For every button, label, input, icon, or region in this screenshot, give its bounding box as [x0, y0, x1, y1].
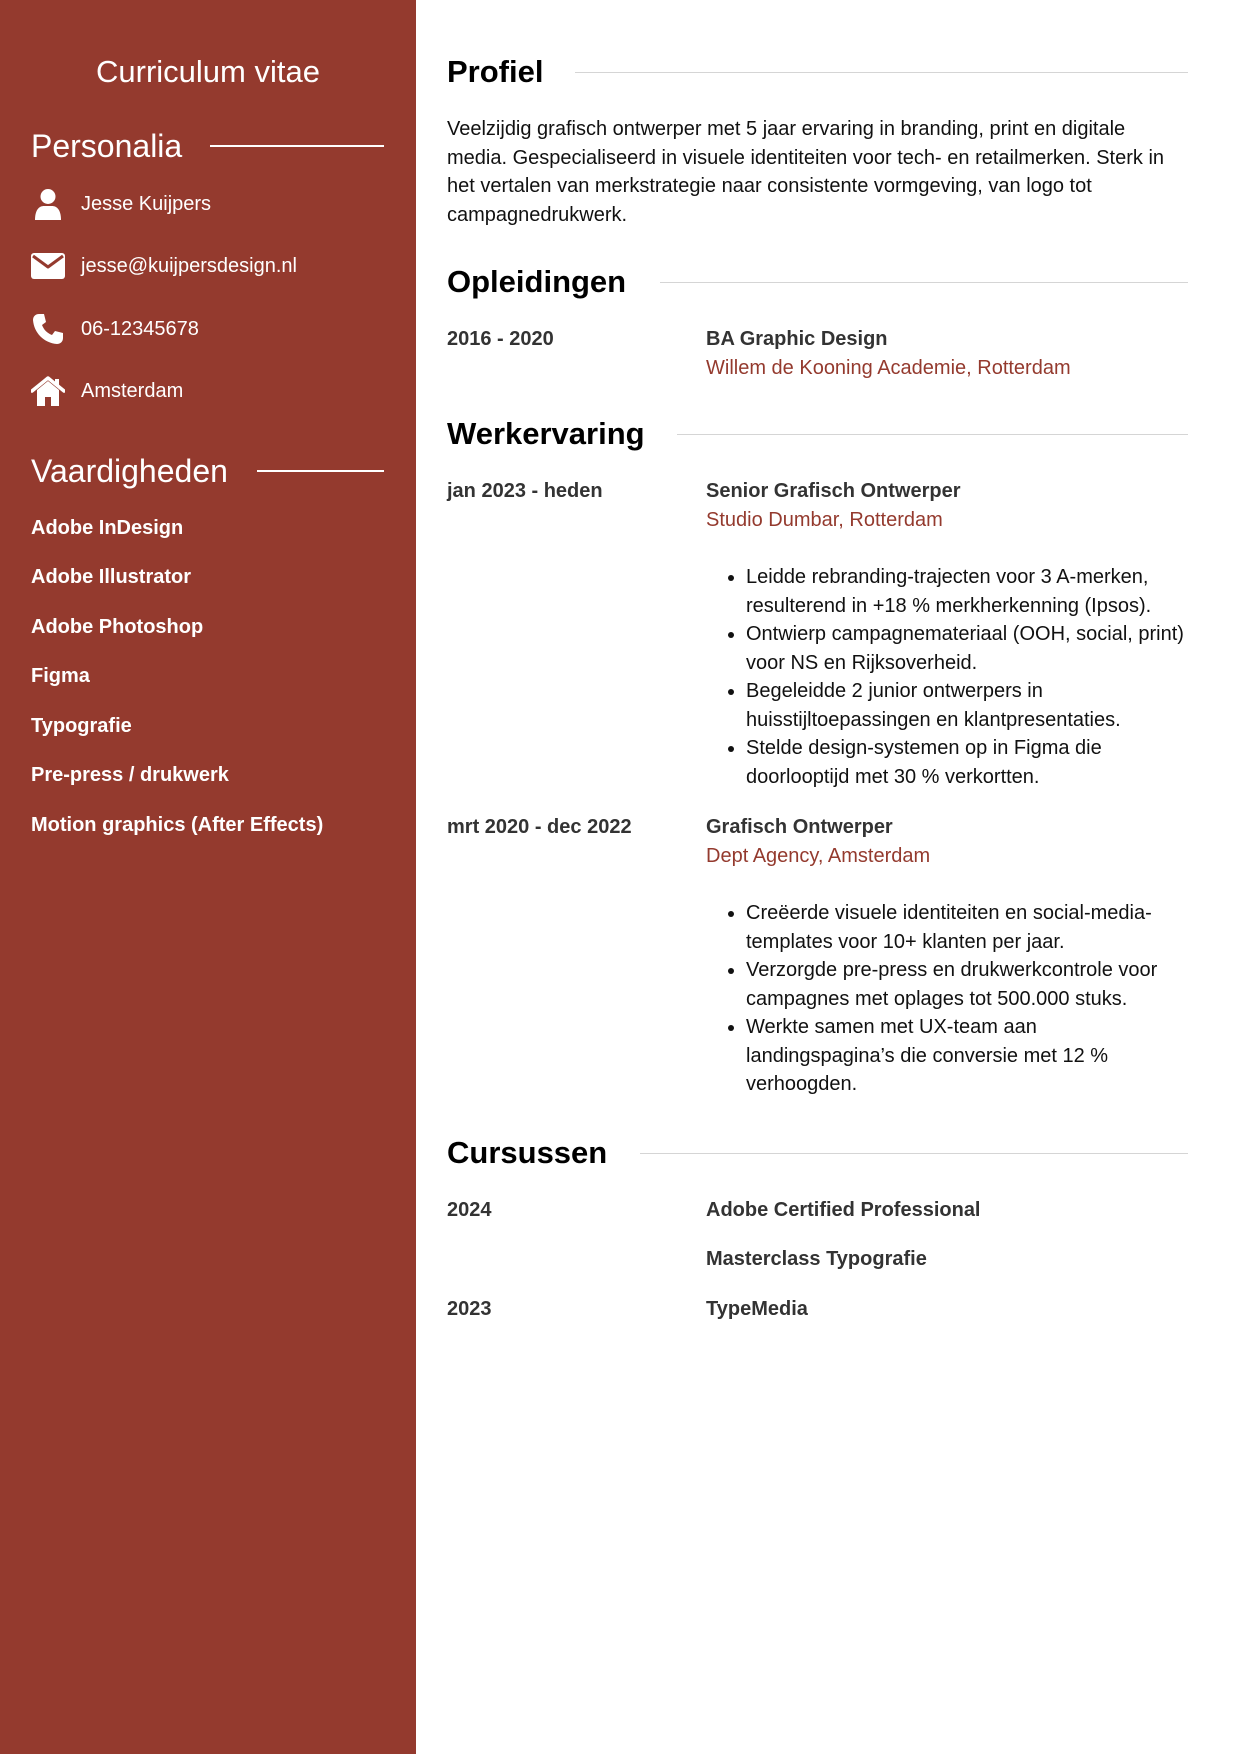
profile-heading: Profiel: [447, 54, 544, 89]
skills-heading: Vaardigheden: [31, 453, 228, 489]
contact-phone-text[interactable]: 06-12345678: [81, 318, 199, 340]
contact-email[interactable]: [31, 248, 297, 284]
experience-bullets: [706, 563, 1186, 791]
course-title: Masterclass Typografie: [706, 1248, 927, 1270]
experience-heading: Werkervaring: [447, 416, 645, 451]
experience-title: Senior Grafisch Ontwerper: [706, 480, 961, 502]
skill-item: Adobe InDesign: [31, 517, 184, 539]
course-title: Adobe Certified Professional: [706, 1199, 981, 1221]
course-title: TypeMedia: [706, 1298, 808, 1320]
contact-phone[interactable]: [31, 311, 199, 347]
experience-date: mrt 2020 - dec 2022: [447, 816, 632, 838]
skill-item: Figma: [31, 665, 90, 687]
education-institution: Willem de Kooning Academie, Rotterdam: [706, 357, 1071, 379]
education-date: 2016 - 2020: [447, 328, 554, 350]
experience-title: Grafisch Ontwerper: [706, 816, 893, 838]
list-item: • Werkte samen met UX-team aan landingspagina’s die conversie met 12 % verhoogden.: [746, 1013, 1186, 1099]
skill-item: Adobe Illustrator: [31, 566, 192, 588]
list-item: • Begeleidde 2 junior ontwerpers in huisstijltoepassingen en klantpresentaties.: [746, 677, 1186, 734]
envelope-icon: [31, 249, 65, 283]
cv-title: Curriculum vitae: [96, 54, 320, 89]
skill-item: Pre-press / drukwerk: [31, 764, 229, 786]
profile-text: Veelzijdig grafisch ontwerper met 5 jaar ervaring in branding, print en digitale media. Gespecialiseerd in visuele identiteiten voor tech- en retailmerken. Sterk in het vertalen van merkstrategie naar consistente vormgeving, van logo tot campagnedrukwerk.: [447, 118, 1165, 226]
profile-divider: [575, 72, 1188, 73]
experience-company: Dept Agency, Amsterdam: [706, 845, 931, 867]
skill-item: Motion graphics (After Effects): [31, 814, 324, 836]
education-divider: [660, 282, 1188, 283]
personal-heading-divider: [210, 145, 384, 147]
personal-heading: Personalia: [31, 128, 183, 164]
courses-divider: [640, 1153, 1188, 1154]
list-item: • Stelde design-systemen op in Figma die doorlooptijd met 30 % verkortten.: [746, 734, 1186, 791]
education-title: BA Graphic Design: [706, 328, 888, 350]
experience-bullets: [706, 899, 1186, 1099]
home-icon: [31, 374, 65, 408]
skill-item: Adobe Photoshop: [31, 616, 204, 638]
sidebar: [0, 0, 416, 1754]
phone-icon: [31, 312, 65, 346]
list-item: • Verzorgde pre-press en drukwerkcontrole voor campagnes met oplages tot 500.000 stuks.: [746, 956, 1186, 1013]
courses-heading: Cursussen: [447, 1135, 608, 1170]
experience-divider: [677, 434, 1188, 435]
course-date: 2023: [447, 1298, 492, 1320]
contact-location: [31, 373, 183, 409]
education-heading: Opleidingen: [447, 264, 627, 299]
course-date: 2024: [447, 1199, 492, 1221]
skill-item: Typografie: [31, 715, 132, 737]
contact-email-text[interactable]: jesse@kuijpersdesign.nl: [81, 255, 297, 277]
list-item: • Creëerde visuele identiteiten en social-media-templates voor 10+ klanten per jaar.: [746, 899, 1186, 956]
contact-name: [31, 186, 211, 222]
contact-name-text: Jesse Kuijpers: [81, 193, 212, 215]
list-item: • Ontwierp campagnemateriaal (OOH, social, print) voor NS en Rijksoverheid.: [746, 620, 1186, 677]
experience-company: Studio Dumbar, Rotterdam: [706, 509, 943, 531]
user-icon: [31, 187, 65, 221]
list-item: • Leidde rebranding-trajecten voor 3 A-merken, resulterend in +18 % merkherkenning (Ipsos).: [746, 563, 1186, 620]
experience-date: jan 2023 - heden: [447, 480, 603, 502]
contact-location-text: Amsterdam: [81, 380, 184, 402]
skills-heading-divider: [257, 470, 384, 472]
